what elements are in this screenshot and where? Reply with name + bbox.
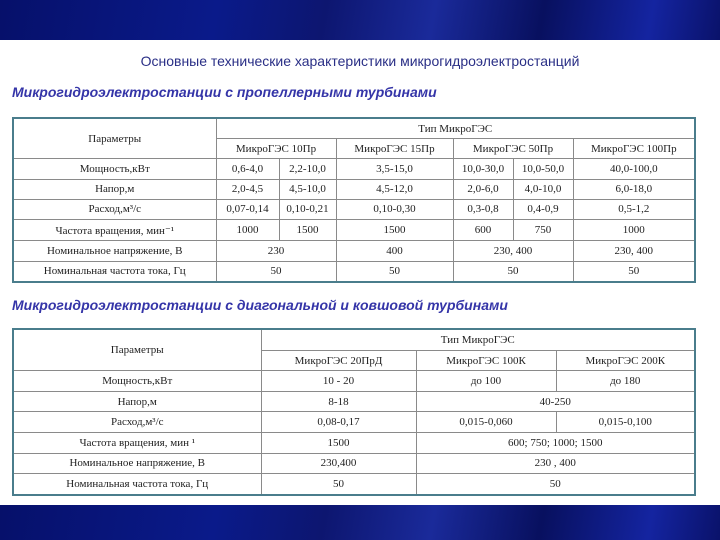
value-cell: 0,07-0,14 xyxy=(216,199,279,219)
value-cell: 0,6-4,0 xyxy=(216,159,279,179)
value-cell: до 180 xyxy=(556,371,695,392)
parameter-cell: Номинальная частота тока, Гц xyxy=(13,474,261,495)
table-row xyxy=(13,219,695,241)
value-cell: 2,0-6,0 xyxy=(453,179,513,199)
table-row xyxy=(13,261,695,282)
value-cell: 0,4-0,9 xyxy=(513,199,573,219)
value-cell: 4,5-12,0 xyxy=(336,179,453,199)
value-cell: 40-250 xyxy=(416,391,695,412)
value-cell: 750 xyxy=(513,219,573,241)
parameter-cell: Номинальное напряжение, В xyxy=(13,453,261,474)
value-cell: 1500 xyxy=(261,433,416,454)
value-cell: 1500 xyxy=(279,219,336,241)
header-cell: МикроГЭС 15Пр xyxy=(336,139,453,159)
header-cell: МикроГЭС 50Пр xyxy=(453,139,573,159)
parameter-cell: Напор,м xyxy=(13,179,216,199)
header-cell: МикроГЭС 100Пр xyxy=(573,139,695,159)
value-cell: 8-18 xyxy=(261,391,416,412)
parameter-cell: Мощность,кВт xyxy=(13,159,216,179)
section1-heading: Микрогидроэлектростанции с пропеллерными турбинами xyxy=(12,84,437,100)
value-cell: 0,3-0,8 xyxy=(453,199,513,219)
header-cell: МикроГЭС 20ПрД xyxy=(261,350,416,371)
value-cell: 230, 400 xyxy=(573,241,695,261)
header-cell: МикроГЭС 10Пр xyxy=(216,139,336,159)
table-row xyxy=(13,391,695,412)
value-cell: 50 xyxy=(261,474,416,495)
value-cell: 0,10-0,30 xyxy=(336,199,453,219)
value-cell: 0,015-0,100 xyxy=(556,412,695,433)
page-title: Основные технические характеристики микрогидроэлектростанций xyxy=(140,53,580,69)
value-cell: 230 xyxy=(216,241,336,261)
table-row xyxy=(13,453,695,474)
propeller-turbine-table xyxy=(12,117,696,283)
table-row xyxy=(13,371,695,392)
parameter-cell: Частота вращения, мин⁻¹ xyxy=(13,219,216,241)
table-row xyxy=(13,159,695,179)
table-row xyxy=(13,474,695,495)
header-cell: Параметры xyxy=(13,329,261,371)
value-cell: 50 xyxy=(573,261,695,282)
table-row xyxy=(13,412,695,433)
header-cell: Параметры xyxy=(13,118,216,159)
diagonal-bucket-turbine-table xyxy=(12,328,696,496)
value-cell: 1000 xyxy=(573,219,695,241)
value-cell: 50 xyxy=(453,261,573,282)
parameter-cell: Частота вращения, мин ¹ xyxy=(13,433,261,454)
value-cell: 0,10-0,21 xyxy=(279,199,336,219)
parameter-cell: Напор,м xyxy=(13,391,261,412)
parameter-cell: Номинальная частота тока, Гц xyxy=(13,261,216,282)
value-cell: 50 xyxy=(416,474,695,495)
value-cell: 1000 xyxy=(216,219,279,241)
value-cell: до 100 xyxy=(416,371,556,392)
value-cell: 4,0-10,0 xyxy=(513,179,573,199)
header-cell: МикроГЭС 200К xyxy=(556,350,695,371)
value-cell: 230,400 xyxy=(261,453,416,474)
header-cell: МикроГЭС 100К xyxy=(416,350,556,371)
table-row xyxy=(13,241,695,261)
footer-band xyxy=(0,505,720,540)
value-cell: 0,5-1,2 xyxy=(573,199,695,219)
value-cell: 2,0-4,5 xyxy=(216,179,279,199)
value-cell: 230, 400 xyxy=(453,241,573,261)
parameter-cell: Номинальное напряжение, В xyxy=(13,241,216,261)
value-cell: 10 - 20 xyxy=(261,371,416,392)
table-row xyxy=(13,179,695,199)
value-cell: 400 xyxy=(336,241,453,261)
header-row xyxy=(13,118,695,139)
table-row xyxy=(13,199,695,219)
header-cell: Тип МикроГЭС xyxy=(261,329,695,350)
value-cell: 230 , 400 xyxy=(416,453,695,474)
value-cell: 0,015-0,060 xyxy=(416,412,556,433)
header-band xyxy=(0,0,720,40)
parameter-cell: Расход,м³/с xyxy=(13,412,261,433)
value-cell: 10,0-30,0 xyxy=(453,159,513,179)
value-cell: 50 xyxy=(336,261,453,282)
value-cell: 2,2-10,0 xyxy=(279,159,336,179)
value-cell: 6,0-18,0 xyxy=(573,179,695,199)
value-cell: 4,5-10,0 xyxy=(279,179,336,199)
value-cell: 50 xyxy=(216,261,336,282)
header-row xyxy=(13,329,695,350)
section2-heading: Микрогидроэлектростанции с диагональной и ковшовой турбинами xyxy=(12,297,508,313)
parameter-cell: Мощность,кВт xyxy=(13,371,261,392)
value-cell: 600; 750; 1000; 1500 xyxy=(416,433,695,454)
value-cell: 10,0-50,0 xyxy=(513,159,573,179)
value-cell: 0,08-0,17 xyxy=(261,412,416,433)
value-cell: 1500 xyxy=(336,219,453,241)
header-cell: Тип МикроГЭС xyxy=(216,118,695,139)
table-row xyxy=(13,433,695,454)
value-cell: 40,0-100,0 xyxy=(573,159,695,179)
value-cell: 600 xyxy=(453,219,513,241)
parameter-cell: Расход,м³/с xyxy=(13,199,216,219)
value-cell: 3,5-15,0 xyxy=(336,159,453,179)
